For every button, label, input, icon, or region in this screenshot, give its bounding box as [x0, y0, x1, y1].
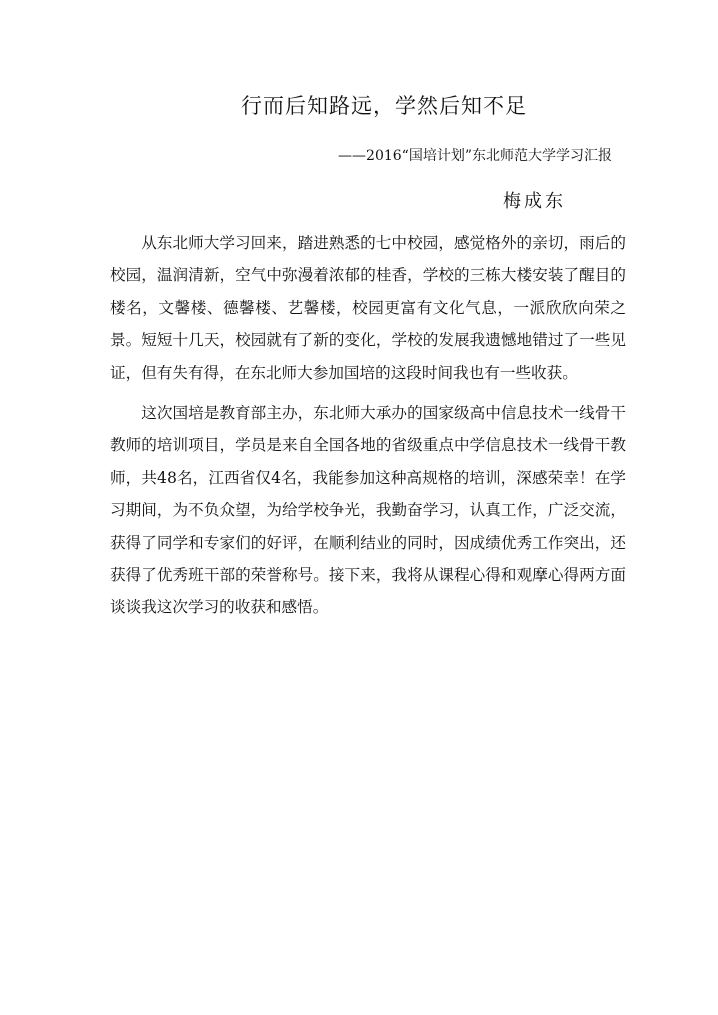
- document-title: 行而后知路远，学然后知不足: [241, 94, 527, 118]
- author-name: 梅成东: [503, 191, 566, 212]
- paragraph: 从东北师大学习回来，踏进熟悉的七中校园，感觉格外的亲切，雨后的校园，温润清新，空气中弥漫着浓郁的桂香，学校的三栋大楼安装了醒目的楼名，文馨楼、德馨楼、艺馨楼，校园更富有文化气息，一派欣欣向荣之景。短短十几天，校园就有了新的变化，学校的发展我遗憾地错过了一些见证，但有失有得，在东北师大参加国培的这段时间我也有一些收获。: [110, 234, 626, 382]
- document-body: [110, 227, 626, 624]
- paragraph: 这次国培是教育部主办，东北师大承办的国家级高中信息技术一线骨干教师的培训项目，学员是来自全国各地的省级重点中学信息技术一线骨干教师，共48名，江西省仅4名，我能参加这种高规格的培训，深感荣幸！在学习期间，为不负众望，为给学校争光，我勤奋学习，认真工作，广泛交流，获得了同学和专家们的好评，在顺利结业的同时，因成绩优秀工作突出，还获得了优秀班干部的荣誉称号。接下来，我将从课程心得和观摩心得两方面谈谈我这次学习的收获和感悟。: [110, 404, 626, 617]
- document-subtitle: ——2016“国培计划”东北师范大学学习汇报: [338, 148, 612, 164]
